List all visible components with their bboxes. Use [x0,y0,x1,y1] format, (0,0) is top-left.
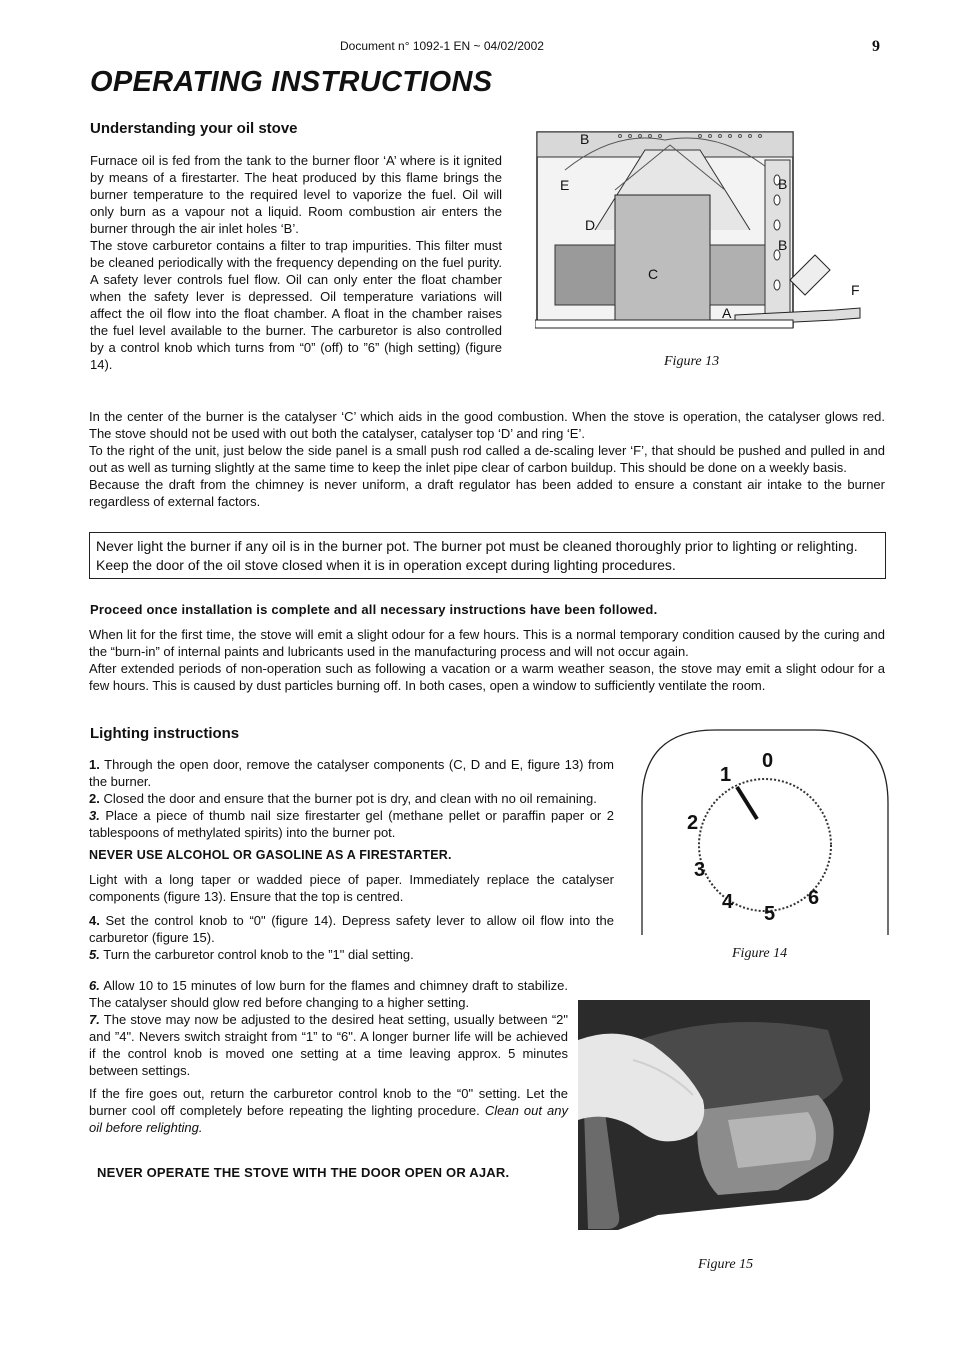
label-a: A [722,305,732,321]
lighting-steps-upper [89,756,614,963]
step-1: 1. Through the open door, remove the catalyser components (C, D and E, figure 13) from the burner. [89,757,614,789]
proceed-note: Proceed once installation is complete and all necessary instructions have been followed. [90,602,658,617]
dial-label-2: 2 [687,812,699,834]
paragraph-oil-feed: Furnace oil is fed from the tank to the burner floor ‘A’ where is it ignited by means of a firestarter. The heat produced by this flame brings the burner temperature to the required level to vaporize the fuel. Oil will only burn as a vapour not a liquid. Room combustion air enters the burner through the air inlet holes ‘B’. [90,153,502,236]
lighting-steps-lower [89,977,568,1136]
paragraph-carburetor: The stove carburetor contains a filter to trap impurities. This filter must be cleaned periodically with the frequency depending on the fuel purity. A safety lever controls fuel flow. Oil can only enter the float chamber when the safety lever is depressed. Oil temperature variations will affect the oil flow into the float chamber. A float in the chamber raises the fuel level available to the burner. The carburetor is also controlled by a control knob which turns from “0” (off) to ”6” (high setting) (figure 14). [90,238,502,372]
figure-13-caption: Figure 13 [664,354,720,369]
warning-line-oil: Never light the burner if any oil is in the burner pot. The burner pot must be cleaned thoroughly prior to lighting or relighting. [96,538,858,554]
step-6: 6. Allow 10 to 15 minutes of low burn for the flames and chimney draft to stabilize. The catalyser should glow red before changing to a higher setting. [89,978,568,1010]
paragraph-first-lit: When lit for the first time, the stove will emit a slight odour for a few hours. This is a normal temporary condition caused by the curing and the “burn-in” of internal paints and lubricants used in the manufacturing process and will not occur again. [89,627,885,659]
paragraph-fire-out: If the fire goes out, return the carburetor control knob to the “0" setting. Let the burner cool off completely before repeating the lighting procedure. Clean out any oil before relighting. [89,1086,568,1135]
section-heading-lighting: Lighting instructions [90,725,240,742]
step-3: 3. Place a piece of thumb nail size firestarter gel (methane pellet or paraffin paper or 2 tablespoons of methylated spirits) into the burner pot. [89,808,614,840]
label-f: F [851,282,860,298]
label-c: C [648,266,659,282]
odour-text [89,626,885,694]
label-b-top: B [580,131,590,147]
page-number: 9 [872,38,880,55]
figure-15-photo [578,1000,870,1230]
page-title: OPERATING INSTRUCTIONS [90,66,493,98]
paragraph-catalyser: In the center of the burner is the catalyser ‘C’ which aids in the good combustion. When the stove is operation, the catalyser glows red. The stove should not be used with out both the catalyser, catalyser top ‘D’ and ring ‘E’. [89,409,885,441]
dial-label-1: 1 [720,764,732,786]
dial-label-5: 5 [764,903,776,925]
section-heading-understanding: Understanding your oil stove [90,120,298,137]
dial-label-4: 4 [722,891,734,913]
warning-box [89,532,886,579]
document-reference: Document n° 1092-1 EN ~ 04/02/2002 [340,39,544,53]
paragraph-draft-regulator: Because the draft from the chimney is never uniform, a draft regulator has been added to ensure a constant air intake to the burner regardless of external factors. [89,477,885,509]
warning-line-door: Keep the door of the oil stove closed when it is in operation except during lighting procedures. [96,556,676,573]
step-5: 5. Turn the carburetor control knob to the ”1" dial setting. [89,947,414,962]
step-7: 7. The stove may now be adjusted to the desired heat setting, usually between “2" and ”4". Nevers switch straight from “1” to “6". A longer burner life will be achieved if the control knob is moved one setting at a time leaving approx. 5 minutes between settings. [89,1012,568,1078]
paragraph-after-periods: After extended periods of non-operation such as following a vacation or a warm weather season, the stove may emit a slight odour for a few hours. This is caused by dust particles burning off. In both cases, open a window to sufficiently ventilate the room. [89,661,885,693]
step-4: 4. Set the control knob to “0" (figure 14). Depress safety lever to allow oil flow into the carburetor (figure 15). [89,913,614,945]
step-2: 2. Closed the door and ensure that the burner pot is dry, and clean with no oil remaining. [89,791,597,806]
intro-column [90,152,502,373]
label-d: D [585,217,596,233]
label-e: E [560,177,570,193]
warning-door-open: NEVER OPERATE THE STOVE WITH THE DOOR OPEN OR AJAR. [97,1165,510,1180]
dial-label-3: 3 [694,859,706,881]
carburetor-photo [578,1000,870,1230]
full-width-text [89,408,885,510]
figure-15-caption: Figure 15 [698,1257,754,1272]
label-b-right-lower: B [778,237,788,253]
dial-label-6: 6 [808,887,820,909]
dial-label-0: 0 [762,750,774,772]
paragraph-light-taper: Light with a long taper or wadded piece of paper. Immediately replace the catalyser components (figure 13). Ensure that the top is centred. [89,872,614,904]
label-b-right-upper: B [778,176,788,192]
paragraph-descaling-lever: To the right of the unit, just below the side panel is a small push rod called a de-scaling lever ‘F’, that should be pushed and pulled in and out as well as turning slightly at the same time to keep the inlet pipe clear of carbon buildup. This should be done on a weekly basis. [89,443,885,475]
warning-alcohol: NEVER USE ALCOHOL OR GASOLINE AS A FIRESTARTER. [89,848,452,862]
figure-14-caption: Figure 14 [732,946,788,961]
